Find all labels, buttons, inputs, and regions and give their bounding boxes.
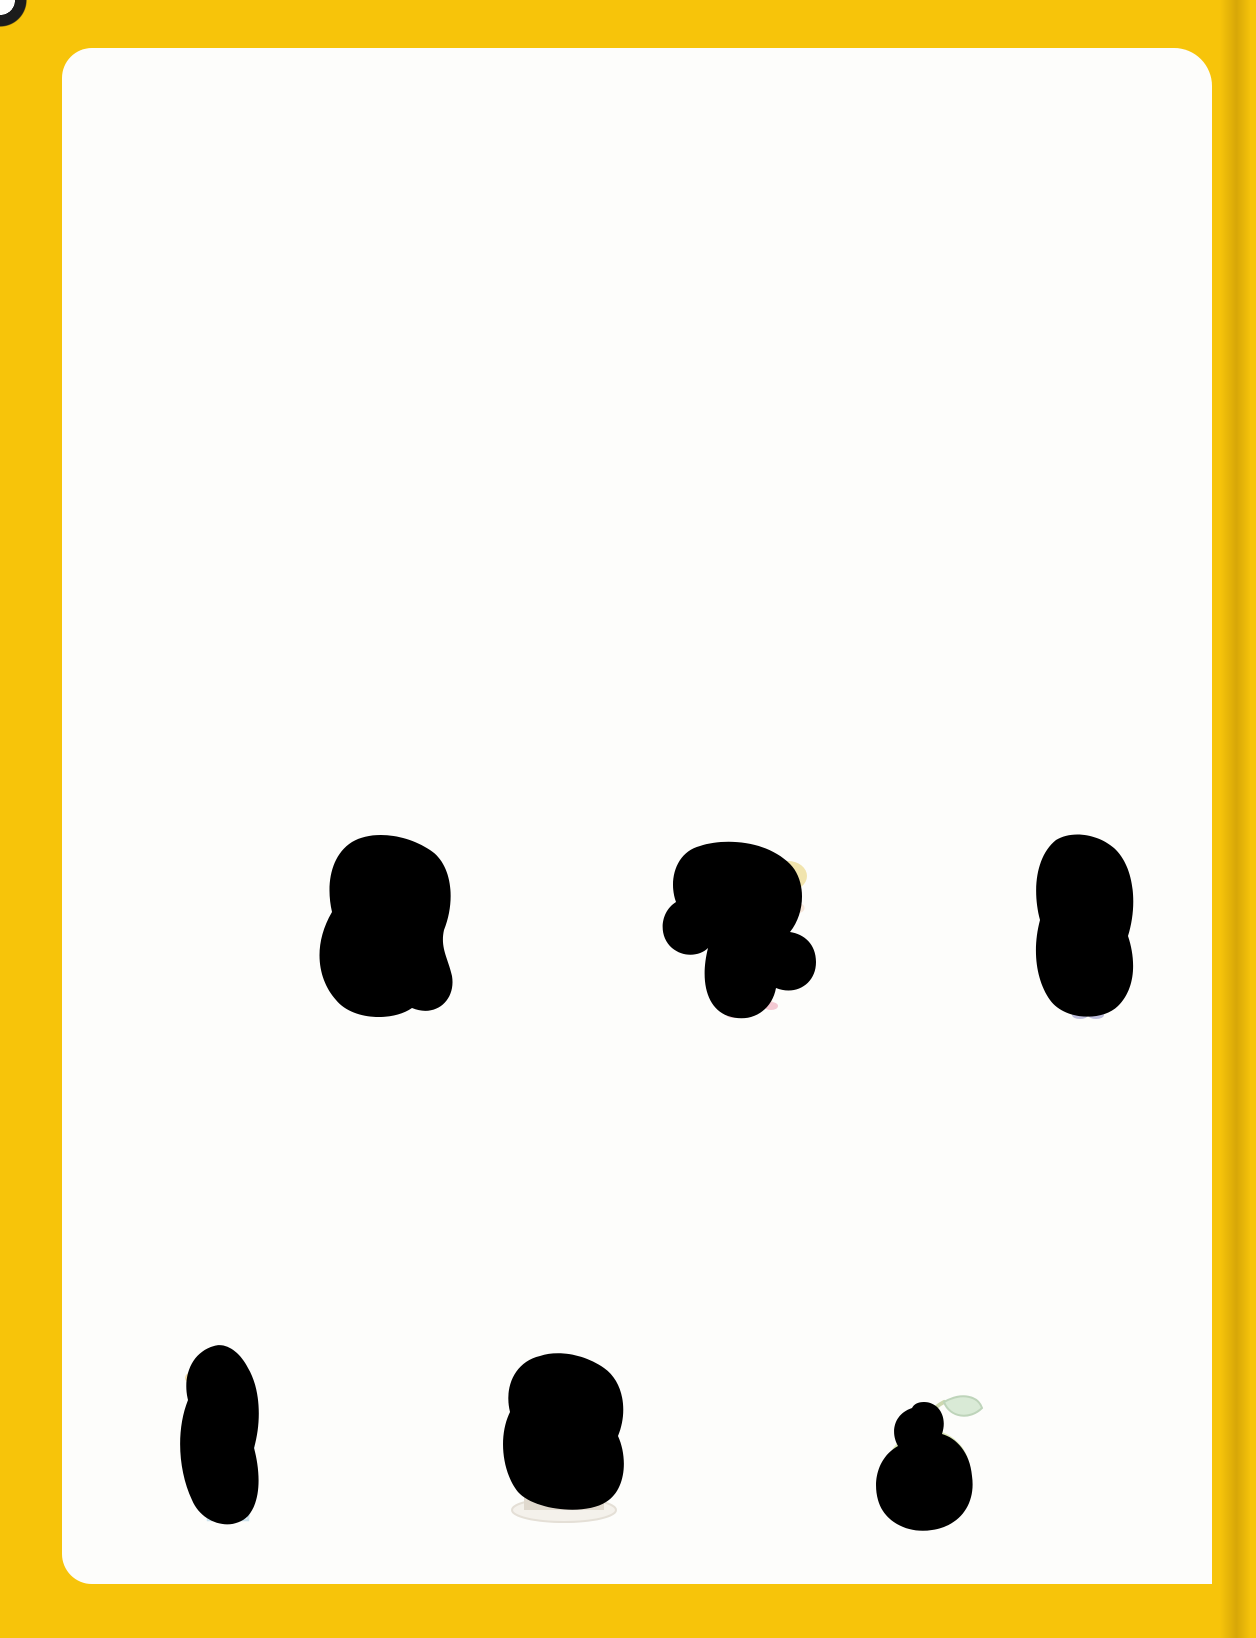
string-end-dot-3 xyxy=(991,1432,1021,1462)
sticker-outline-girl-a xyxy=(320,835,453,1017)
food-3-dotted-outline xyxy=(876,1402,973,1531)
sticker-outline-girl-c xyxy=(1036,834,1133,1019)
string-start-dot-c xyxy=(988,955,1018,985)
food-sticker-apple xyxy=(876,1396,982,1530)
string-end-dot-2 xyxy=(624,1433,654,1463)
food-sticker-juice xyxy=(180,1345,259,1524)
sticker-a-dotted-outline xyxy=(320,835,453,1017)
food-sticker-cake xyxy=(503,1353,624,1522)
string-end-dot-1 xyxy=(285,1434,315,1464)
maze-string-b xyxy=(251,963,1105,1449)
sticker-c-dotted-outline xyxy=(1036,834,1133,1016)
activity2-instruction xyxy=(62,684,1212,729)
string-start-dot-b xyxy=(613,948,643,978)
sticker-outline-girl-b xyxy=(663,842,816,1018)
food-2-dotted-outline xyxy=(503,1353,624,1509)
sticker-b-dotted-outline xyxy=(663,842,816,1018)
food-1-dotted-outline xyxy=(180,1345,259,1524)
string-start-dot-a xyxy=(283,960,313,990)
